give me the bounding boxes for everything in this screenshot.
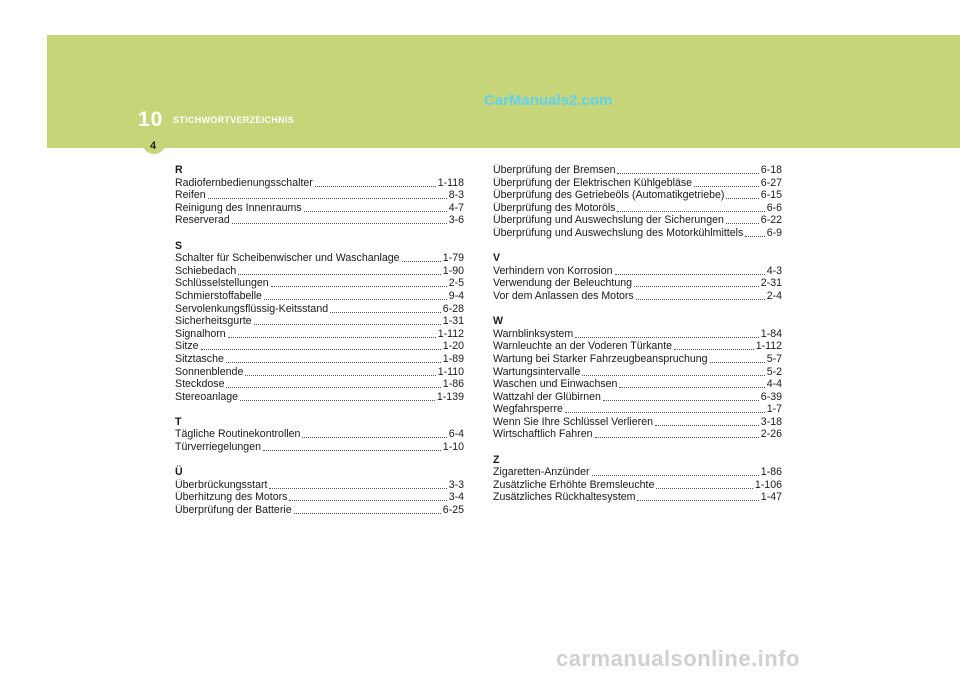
index-entry — [175, 265, 464, 278]
leader-dots — [565, 403, 765, 413]
index-entry — [493, 466, 782, 479]
index-term: Überbrückungsstart — [175, 478, 268, 491]
index-letter-heading: V — [493, 252, 501, 265]
index-term: Wenn Sie Ihre Schlüssel Verlieren — [493, 415, 653, 428]
group-spacer — [175, 227, 464, 240]
index-page-ref: 1-79 — [442, 252, 464, 265]
index-term: Warnleuchte an der Voderen Türkante — [493, 340, 673, 353]
leader-dots — [592, 466, 759, 476]
index-page-ref: 6-22 — [760, 214, 782, 227]
index-entry — [493, 214, 782, 227]
leader-dots — [655, 416, 759, 426]
index-entry — [493, 189, 782, 202]
index-entry — [493, 340, 782, 353]
index-page-ref: 4-7 — [448, 201, 464, 214]
index-page-ref: 1-89 — [442, 352, 464, 365]
group-spacer — [493, 240, 782, 253]
group-spacer — [175, 403, 464, 416]
index-page-ref: 1-112 — [437, 327, 464, 340]
index-term: Überprüfung des Getriebeöls (Automatikgetriebe) — [493, 189, 725, 202]
leader-dots — [315, 177, 436, 187]
leader-dots — [617, 164, 758, 174]
index-page-ref: 1-90 — [442, 264, 464, 277]
index-term: Schlüsselstellungen — [175, 277, 269, 290]
index-entry — [175, 277, 464, 290]
index-entry — [493, 290, 782, 303]
index-entry — [175, 491, 464, 504]
index-page-ref: 1-7 — [766, 403, 782, 416]
index-term: Reifen — [175, 189, 206, 202]
index-letter-heading: W — [493, 315, 503, 328]
index-entry — [493, 277, 782, 290]
index-entry — [175, 504, 464, 517]
index-column-left — [175, 164, 464, 517]
index-entry — [175, 353, 464, 366]
leader-dots — [240, 391, 435, 401]
index-page-ref: 2-26 — [760, 428, 782, 441]
index-page-ref: 6-6 — [766, 201, 782, 214]
index-entry — [175, 391, 464, 404]
index-page-ref: 2-5 — [448, 277, 464, 290]
index-page-ref: 5-7 — [766, 352, 782, 365]
index-entry — [175, 441, 464, 454]
leader-dots — [674, 340, 754, 350]
index-term: Überprüfung des Motoröls — [493, 201, 616, 214]
index-term: Überprüfung der Bremsen — [493, 164, 616, 176]
index-term: Verhindern von Korrosion — [493, 264, 613, 277]
index-page-ref: 1-112 — [755, 340, 782, 353]
index-page-ref: 1-86 — [760, 466, 782, 479]
index-term: Wattzahl der Glübirnen — [493, 390, 601, 403]
leader-dots — [582, 366, 764, 376]
index-page-ref: 6-39 — [760, 390, 782, 403]
index-term: Sitze — [175, 340, 199, 353]
index-page-ref: 8-3 — [448, 189, 464, 202]
index-term: Signalhorn — [175, 327, 226, 340]
index-entry — [175, 252, 464, 265]
index-term: Schmierstoffabelle — [175, 289, 262, 302]
leader-dots — [656, 479, 753, 489]
index-term: Waschen und Einwachsen — [493, 378, 618, 391]
index-entry — [493, 391, 782, 404]
index-page-ref: 1-31 — [442, 315, 464, 328]
index-page-ref: 6-25 — [442, 504, 464, 517]
index-term: Tägliche Routinekontrollen — [175, 428, 301, 441]
index-entry — [175, 340, 464, 353]
leader-dots — [726, 189, 758, 199]
watermark-link[interactable]: CarManuals2.com — [484, 92, 613, 109]
index-term: Verwendung der Beleuchtung — [493, 277, 633, 290]
leader-dots — [271, 277, 447, 287]
leader-dots — [636, 290, 765, 300]
index-entry — [175, 479, 464, 492]
index-page-ref: 6-18 — [760, 164, 782, 176]
group-spacer — [175, 454, 464, 467]
chapter-title: STICHWORTVERZEICHNIS — [173, 115, 295, 125]
index-entry — [493, 328, 782, 341]
index-page-ref: 6-9 — [766, 226, 782, 239]
index-page-ref: 6-27 — [760, 176, 782, 189]
group-spacer — [493, 441, 782, 454]
leader-dots — [617, 202, 764, 212]
leader-dots — [264, 290, 447, 300]
footer-watermark: carmanualsonline.info — [556, 646, 800, 671]
index-term: Servolenkungsflüssig-Keitsstand — [175, 302, 329, 315]
index-term: Vor dem Anlassen des Motors — [493, 289, 634, 302]
leader-dots — [226, 353, 441, 363]
index-entry — [175, 189, 464, 202]
leader-dots — [294, 504, 441, 514]
index-page-ref: 1-86 — [442, 378, 464, 391]
leader-dots — [575, 328, 759, 338]
index-page-ref: 1-106 — [754, 478, 782, 491]
index-term: Überprüfung der Elektrischen Kühlgebläse — [493, 176, 693, 189]
index-entry — [175, 328, 464, 341]
index-term: Wirtschaftlich Fahren — [493, 428, 593, 441]
leader-dots — [226, 378, 440, 388]
leader-dots — [619, 378, 764, 388]
index-entry — [175, 303, 464, 316]
index-letter-heading: Z — [493, 453, 500, 466]
leader-dots — [595, 428, 759, 438]
leader-dots — [263, 441, 441, 451]
index-term: Sonnenblende — [175, 365, 244, 378]
index-page-ref: 3-18 — [760, 415, 782, 428]
index-entry — [493, 202, 782, 215]
index-term: Reinigung des Innenraums — [175, 201, 302, 214]
index-term: Steckdose — [175, 378, 225, 391]
index-entry — [175, 428, 464, 441]
index-page-ref: 2-31 — [760, 277, 782, 290]
index-term: Radiofernbedienungsschalter — [175, 176, 313, 189]
index-page-ref: 1-118 — [437, 176, 464, 189]
leader-dots — [302, 428, 446, 438]
page-number: 4 — [150, 140, 157, 152]
leader-dots — [330, 303, 441, 313]
index-term: Zigaretten-Anzünder — [493, 466, 590, 479]
index-page-ref: 3-6 — [448, 214, 464, 227]
index-term: Wartung bei Starker Fahrzeugbeanspruchung — [493, 352, 708, 365]
index-entry — [493, 491, 782, 504]
leader-dots — [694, 177, 759, 187]
index-page-ref: 4-3 — [766, 264, 782, 277]
index-letter-heading: S — [175, 239, 183, 252]
index-term: Wartungsintervalle — [493, 365, 581, 378]
index-page-ref: 2-4 — [766, 289, 782, 302]
leader-dots — [254, 315, 441, 325]
index-entry — [493, 378, 782, 391]
index-entry — [493, 416, 782, 429]
leader-dots — [208, 189, 447, 199]
leader-dots — [634, 277, 759, 287]
index-term: Schiebedach — [175, 264, 237, 277]
index-entry — [493, 353, 782, 366]
index-entry — [175, 177, 464, 190]
leader-dots — [304, 202, 447, 212]
index-entry — [493, 403, 782, 416]
leader-dots — [726, 214, 759, 224]
index-entry — [175, 366, 464, 379]
index-entry — [493, 428, 782, 441]
index-page-ref: 6-28 — [442, 302, 464, 315]
index-entry — [175, 214, 464, 227]
index-page-ref: 1-20 — [442, 340, 464, 353]
leader-dots — [228, 328, 436, 338]
index-page-ref: 3-3 — [448, 478, 464, 491]
leader-dots — [402, 252, 441, 262]
index-term: Überprüfung und Auswechslung des Motorkühlmittels — [493, 226, 744, 239]
index-term: Zusätzliche Erhöhte Bremsleuchte — [493, 478, 655, 491]
leader-dots — [745, 227, 764, 237]
index-page-ref: 1-139 — [436, 390, 464, 403]
leader-dots — [289, 491, 446, 501]
index-entry — [493, 227, 782, 240]
index-page-ref: 1-110 — [437, 365, 464, 378]
group-spacer — [493, 303, 782, 316]
index-entry — [175, 290, 464, 303]
index-letter-heading: T — [175, 415, 182, 428]
index-entry — [493, 479, 782, 492]
index-term: Sicherheitsgurte — [175, 315, 252, 328]
index-page-ref: 4-4 — [766, 378, 782, 391]
index-page-ref: 1-10 — [442, 441, 464, 454]
leader-dots — [269, 479, 446, 489]
index-entry — [493, 164, 782, 177]
index-page-ref: 3-4 — [448, 491, 464, 504]
leader-dots — [232, 214, 447, 224]
index-term: Stereoanlage — [175, 390, 239, 403]
index-page-ref: 1-47 — [760, 491, 782, 504]
index-entry — [493, 366, 782, 379]
index-term: Überhitzung des Motors — [175, 491, 288, 504]
leader-dots — [201, 340, 441, 350]
index-term: Reserverad — [175, 214, 230, 227]
index-entry — [175, 378, 464, 391]
index-term: Sitztasche — [175, 352, 224, 365]
index-page-ref: 5-2 — [766, 365, 782, 378]
index-term: Wegfahrsperre — [493, 403, 563, 416]
index-entry — [175, 315, 464, 328]
leader-dots — [710, 353, 765, 363]
index-entry — [493, 265, 782, 278]
left-margin — [0, 35, 47, 678]
index-term: Überprüfung der Batterie — [175, 504, 292, 517]
index-page-ref: 6-15 — [760, 189, 782, 202]
index-term: Türverriegelungen — [175, 441, 261, 454]
leader-dots — [245, 366, 435, 376]
index-page-ref: 9-4 — [448, 289, 464, 302]
leader-dots — [615, 265, 765, 275]
index-page-ref: 1-84 — [760, 327, 782, 340]
index-letter-heading: Ü — [175, 466, 183, 479]
leader-dots — [603, 391, 759, 401]
leader-dots — [637, 491, 758, 501]
index-page-ref: 6-4 — [448, 428, 464, 441]
index-term: Zusätzliches Rückhaltesystem — [493, 491, 636, 504]
index-letter-heading: R — [175, 164, 183, 176]
leader-dots — [238, 265, 441, 275]
index-term: Warnblinksystem — [493, 327, 574, 340]
chapter-number: 10 — [138, 108, 164, 131]
index-entry — [493, 177, 782, 190]
index-column-right — [493, 164, 782, 504]
index-term: Überprüfung und Auswechslung der Sicherungen — [493, 214, 724, 227]
index-term: Schalter für Scheibenwischer und Waschanlage — [175, 252, 400, 265]
index-entry — [175, 202, 464, 215]
